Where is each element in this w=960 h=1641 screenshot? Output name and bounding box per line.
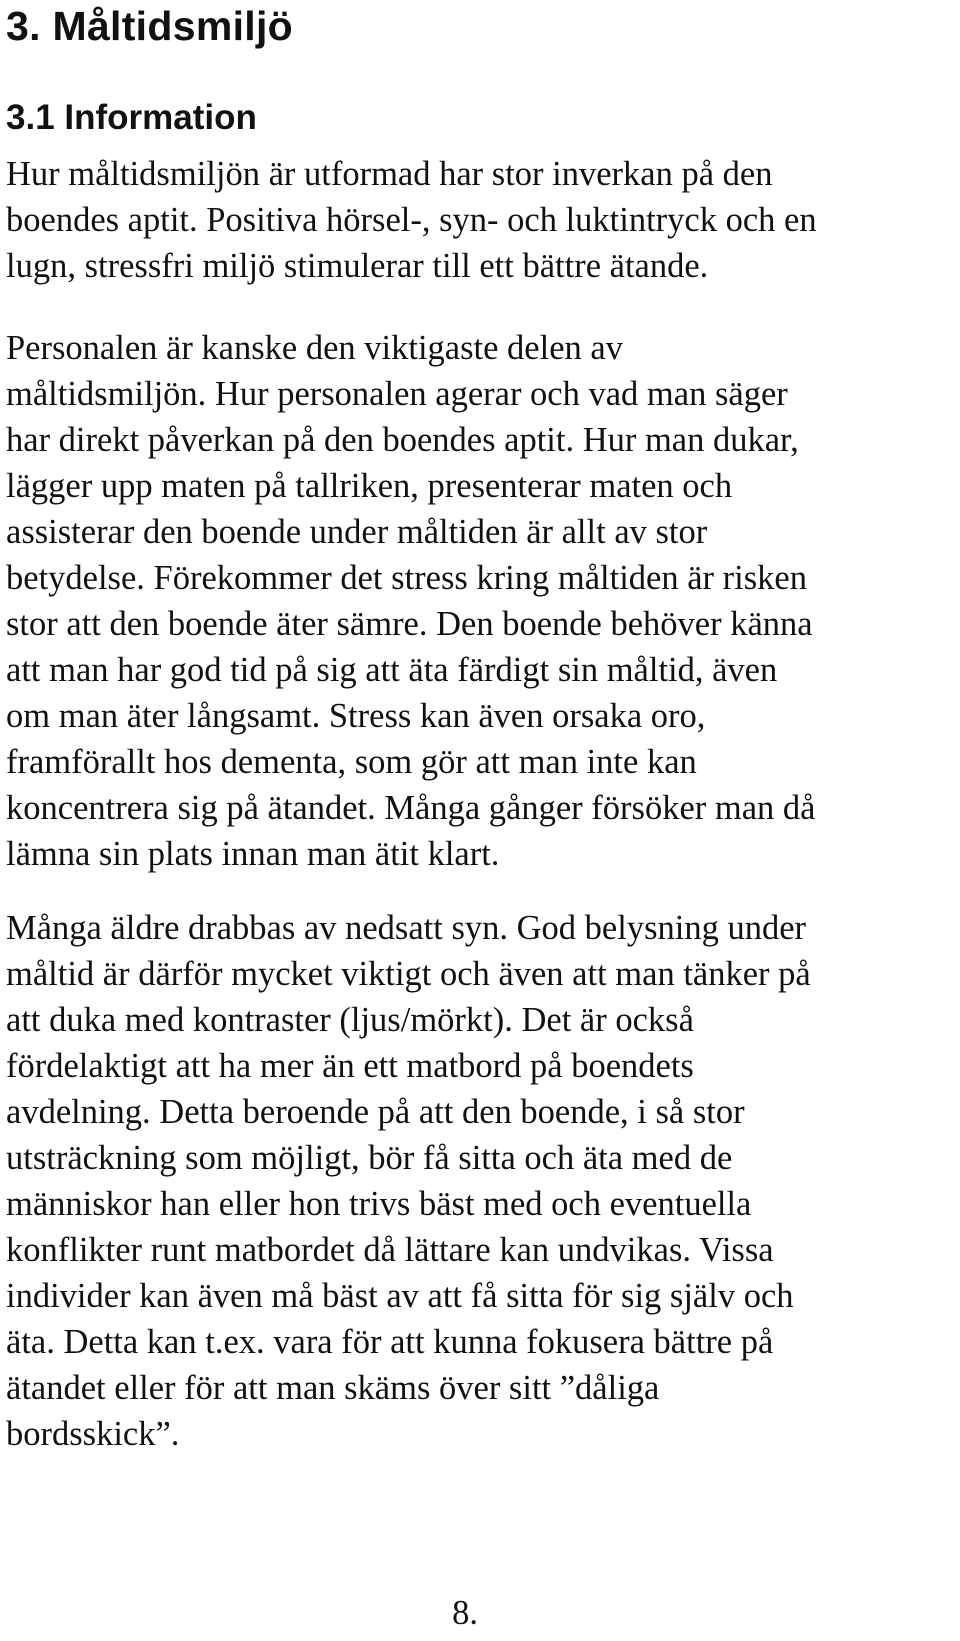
text-line: ätandet eller för att man skäms över sitt ”dåliga — [6, 1369, 660, 1407]
section-title: 3.1 Information — [6, 98, 257, 137]
chapter-title: 3. Måltidsmiljö — [6, 3, 293, 49]
text-line: måltidsmiljön. Hur personalen agerar och vad man säger — [6, 375, 788, 413]
text-line: människor han eller hon trivs bäst med och eventuella — [6, 1185, 752, 1223]
text-line: om man äter långsamt. Stress kan även orsaka oro, — [6, 697, 706, 735]
text-line: individer kan även må bäst av att få sitta för sig själv och — [6, 1277, 794, 1315]
text-line: har direkt påverkan på den boendes aptit. Hur man dukar, — [6, 421, 799, 459]
text-line: konflikter runt matbordet då lättare kan undvikas. Vissa — [6, 1231, 774, 1269]
paragraph-vision — [6, 905, 946, 1457]
text-line: lämna sin plats innan man ätit klart. — [6, 835, 500, 873]
text-line: avdelning. Detta beroende på att den boende, i så stor — [6, 1093, 745, 1131]
text-line: assisterar den boende under måltiden är allt av stor — [6, 513, 708, 551]
text-line: boendes aptit. Positiva hörsel-, syn- och luktintryck och en — [6, 201, 817, 239]
text-line: måltid är därför mycket viktigt och även att man tänker på — [6, 955, 811, 993]
text-line: bordsskick”. — [6, 1415, 180, 1453]
text-line: utsträckning som möjligt, bör få sitta och äta med de — [6, 1139, 733, 1177]
text-line: framförallt hos dementa, som gör att man inte kan — [6, 743, 697, 781]
text-line: lugn, stressfri miljö stimulerar till ett bättre ätande. — [6, 247, 709, 285]
text-line: fördelaktigt att ha mer än ett matbord på boendets — [6, 1047, 694, 1085]
text-line: Hur måltidsmiljön är utformad har stor inverkan på den — [6, 155, 773, 193]
paragraph-intro — [6, 151, 946, 289]
paragraph-staff — [6, 325, 946, 877]
text-line: äta. Detta kan t.ex. vara för att kunna fokusera bättre på — [6, 1323, 774, 1361]
text-line: att man har god tid på sig att äta färdigt sin måltid, även — [6, 651, 778, 689]
text-line: stor att den boende äter sämre. Den boende behöver känna — [6, 605, 813, 643]
text-line: lägger upp maten på tallriken, presenterar maten och — [6, 467, 733, 505]
page-number: 8. — [452, 1594, 478, 1632]
text-line: Många äldre drabbas av nedsatt syn. God belysning under — [6, 909, 807, 947]
text-line: koncentrera sig på ätandet. Många gånger försöker man då — [6, 789, 816, 827]
text-line: Personalen är kanske den viktigaste delen av — [6, 329, 623, 367]
text-line: att duka med kontraster (ljus/mörkt). Det är också — [6, 1001, 694, 1039]
text-line: betydelse. Förekommer det stress kring måltiden är risken — [6, 559, 807, 597]
